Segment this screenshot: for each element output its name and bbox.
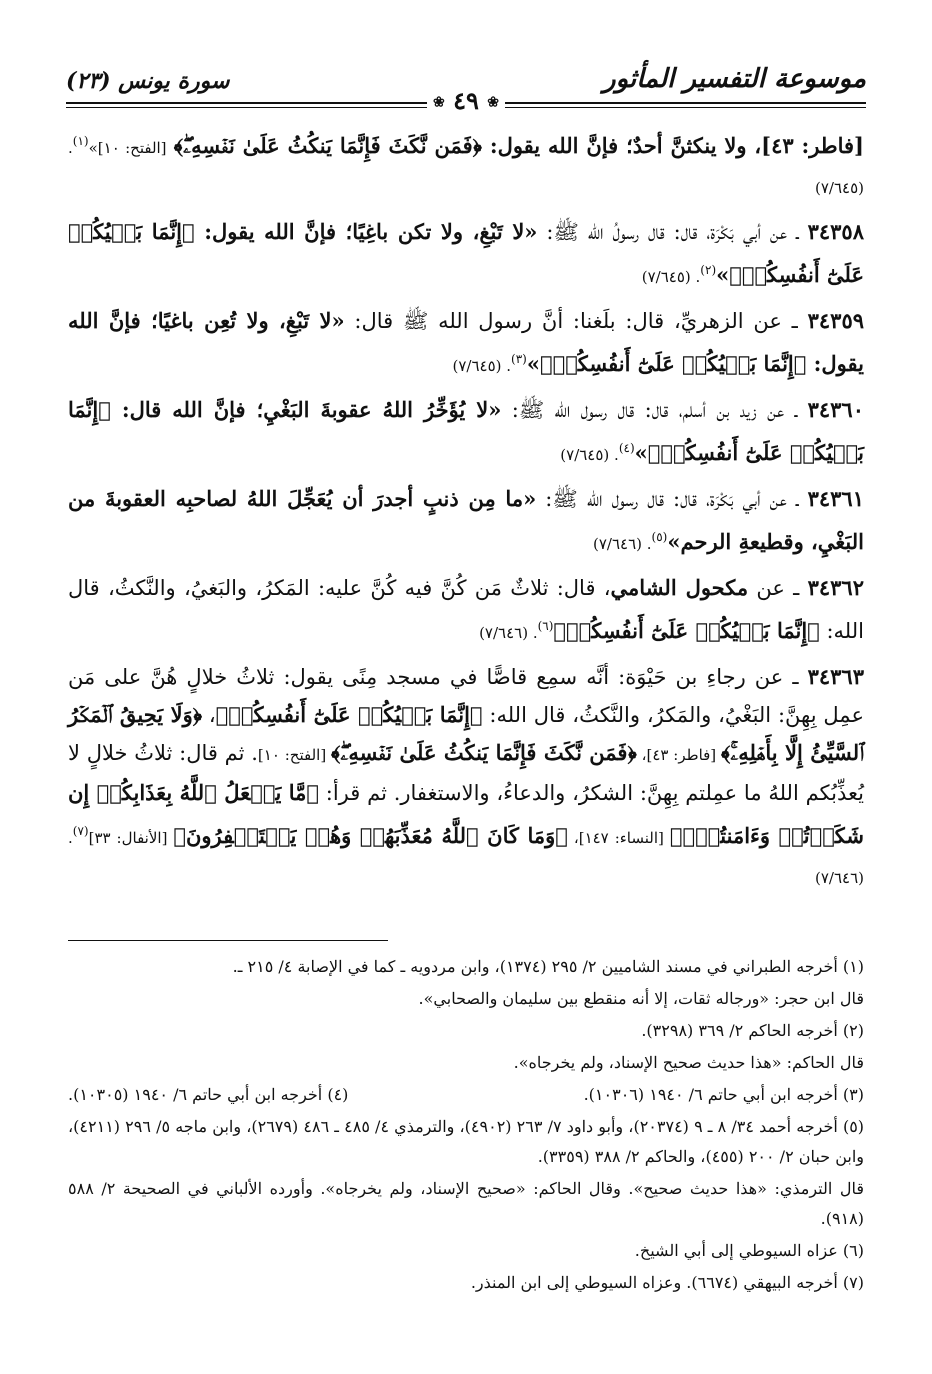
page-number: ٤٩ <box>453 86 479 115</box>
hadith-text: «لا يُؤَخِّرُ اللهُ عقوبةَ البَغْيِ؛ فإنَّ الله قال: <box>110 397 502 422</box>
footnote-marker: (٣) <box>511 352 527 366</box>
quran-verse: ﴿وَلَا يَحِيقُ ٱلۡمَكۡرُ ٱلسَّيِّئُ إِلَّا بِأَهۡلِهِۦۚ﴾ <box>68 702 865 765</box>
hadith-text: «لا تَبْغِ، ولا تُعِن باغيًا؛ فإنَّ الله يقول: <box>68 308 864 376</box>
volume-page-ref: . (٧/٦٤٦) <box>593 535 652 553</box>
narration-entry <box>68 480 864 563</box>
footnote-marker: (٦) <box>537 619 554 633</box>
narrator-name: مكحول الشامي <box>610 575 749 600</box>
footnote-divider <box>68 940 388 941</box>
volume-page-ref: . (٧/٦٤٦) <box>68 829 864 887</box>
volume-page-ref: . (٧/٦٤٦) <box>479 624 538 642</box>
main-text <box>68 122 864 897</box>
footnote-5-comment: قال الترمذي: «هذا حديث صحيح». وقال الحاكم: «صحيح الإسناد، ولم يخرجاه». وأورده الألباني في الصحيحة ٢/ ٥٨٨ (٩١٨). <box>68 1179 864 1228</box>
narration-chain: ـ عن <box>748 576 808 600</box>
narration-number: ٣٤٣٦٣ <box>807 664 864 689</box>
narration-chain: ـ عن الزهريِّ، قال: بلَغنا: أنَّ رسول الله ﷺ قال: <box>344 309 808 333</box>
quran-verse: ﴿إِنَّمَا بَغۡيُكُمۡ عَلَىٰٓ أَنفُسِكُمۖ﴾ <box>68 397 864 465</box>
footnote-marker: (٢) <box>700 263 717 277</box>
quran-verse: ﴿إِنَّمَا بَغۡيُكُمۡ عَلَىٰٓ أَنفُسِكُمۖ﴾ <box>68 219 864 287</box>
ornament-icon: ❀ <box>433 94 445 111</box>
hadith-text: «لا تَبْغِ، ولا تكن باغِيًا؛ فإنَّ الله يقول: <box>194 219 538 244</box>
footnote-2: (٢) أخرجه الحاكم ٢/ ٣٦٩ (٣٢٩٨). <box>641 1021 864 1040</box>
footnote-5: (٥) أخرجه أحمد ٣٤/ ٨ ـ ٩ (٢٠٣٧٤)، وأبو داود ٧/ ٢٦٣ (٤٩٠٢)، والترمذي ٤/ ٤٨٥ ـ ٤٨٦ (٢٦٧٩)، وابن ماجه ٥/ ٢٩٦ (٤٢١١)، وابن حبان ٢/ ٢٠٠ (٤٥٥)، والحاكم ٢/ ٣٨٨ (٣٣٥٩). <box>68 1117 865 1166</box>
narration-number: ٣٤٣٦٠ <box>807 397 864 422</box>
verse-reference: [الفتح: ١٠] <box>257 746 332 764</box>
paragraph-text: [فاطر: ٤٣]، ولا ينكثنَّ أحدٌ؛ فإنَّ الله يقول: <box>481 133 864 158</box>
verse-reference: [الفتح: ١٠]» <box>88 139 167 157</box>
narration-number: ٣٤٣٥٩ <box>807 308 865 333</box>
narration-number: ٣٤٣٦٢ <box>807 575 864 600</box>
narration-text: . ثم قال: ثلاثُ خلالٍ لا يُعذِّبُكم اللهُ ما عمِلتم بِهِنَّ: الشكرُ، والدعاءُ، والاستغفار. ثم قرأ: <box>68 741 864 805</box>
narration-entry <box>68 569 864 652</box>
quran-verse: ﴿فَمَن نَّكَثَ فَإِنَّمَا يَنكُثُ عَلَىٰ نَفۡسِهِۦۖ﴾ <box>331 740 637 765</box>
volume-page-ref: . (٧/٦٤٥) <box>560 446 619 464</box>
narration-chain: ـ عن أبي بَكْرَة، قال: قال رسول الله ﷺ: <box>536 487 808 511</box>
footnote-marker: (٧) <box>72 824 89 838</box>
volume-page-ref: . (٧/٦٤٥) <box>641 268 701 286</box>
footnote-row-3-4 <box>68 1080 864 1110</box>
narration-number: ٣٤٣٥٨ <box>807 219 864 244</box>
footnote-1-comment: قال ابن حجر: «ورجاله ثقات، إلا أنه منقطع بين سليمان والصحابي». <box>418 989 864 1008</box>
narration-entry <box>68 302 864 385</box>
narration-entry <box>68 213 864 296</box>
quran-verse: ﴿فَمَن نَّكَثَ فَإِنَّمَا يَنكُثُ عَلَىٰ نَفۡسِهِۦۖ﴾ <box>173 133 482 158</box>
page-number-box <box>427 86 505 115</box>
separator-text: ، <box>202 703 216 727</box>
quran-verse: ﴿وَمَا كَانَ ٱللَّهُ مُعَذِّبَهُمۡ وَهُمۡ يَسۡتَغۡفِرُونَ﴾ <box>173 823 568 848</box>
footnote-marker: (٤) <box>618 441 635 455</box>
footnote-6: (٦) عزاه السيوطي إلى أبي الشيخ. <box>634 1241 864 1260</box>
footnote-2-comment: قال الحاكم: «هذا حديث صحيح الإسناد، ولم يخرجاه». <box>513 1053 864 1072</box>
footnotes <box>68 952 864 1300</box>
narration-chain: ـ عن أبي بَكْرَة، قال: قال رسولُ الله ﷺ: <box>537 220 808 244</box>
footnote-4: (٤) أخرجه ابن أبي حاتم ٦/ ١٩٤٠ (١٠٣٠٥). <box>68 1085 349 1104</box>
page-header <box>66 64 866 115</box>
verse-reference: [الأنفال: ٣٣] <box>88 829 174 847</box>
footnote-1: (١) أخرجه الطبراني في مسند الشاميين ٢/ ٢٩٥ (١٣٧٤)، وابن مردويه ـ كما في الإصابة ٤/ ٢١٥ ـ. <box>232 957 864 976</box>
volume-page-ref: . (٧/٦٤٥) <box>452 357 512 375</box>
quote-close: » <box>526 351 540 376</box>
narration-text: ـ عن رجاءِ بن حَيْوَة: أنَّه سمِع قاصًّا في مسجد مِنًى يقول: ثلاثُ خلالٍ هُنَّ على مَن عمِل بِهِنَّ: البَغْيُ، والمَكرُ، والنَّكثُ، قال الله: <box>68 665 864 727</box>
volume-page-ref: . (٧/٦٤٥) <box>68 139 864 197</box>
narration-entry <box>68 658 864 897</box>
footnote-marker: (٥) <box>651 530 668 544</box>
quran-verse: ﴿إِنَّمَا بَغۡيُكُمۡ عَلَىٰٓ أَنفُسِكُمۖ﴾ <box>215 702 483 727</box>
narration-text: ، قال: ثلاثٌ مَن كُنَّ فيه كُنَّ عليه: المَكرُ، والبَغيُ، والنَّكثُ، قال الله: <box>68 576 864 643</box>
narration-number: ٣٤٣٦١ <box>807 486 864 511</box>
quote-close: » <box>634 440 648 465</box>
verse-reference: [النساء: ١٤٧]، <box>567 829 670 847</box>
quote-close: » <box>716 262 730 287</box>
footnote-7: (٧) أخرجه البيهقي (٦٦٧٤). وعزاه السيوطي إلى ابن المنذر. <box>470 1273 864 1292</box>
quran-verse: ﴿إِنَّمَا بَغۡيُكُمۡ عَلَىٰٓ أَنفُسِكُمۖ﴾ <box>553 618 820 643</box>
narration-chain: ـ عن زيد بن أسلم، قال: قال رسول الله ﷺ: <box>501 398 808 422</box>
book-title: موسوعة التفسير المأثور <box>603 64 866 94</box>
quran-verse: ﴿إِنَّمَا بَغۡيُكُمۡ عَلَىٰٓ أَنفُسِكُمۖ﴾ <box>539 351 807 376</box>
footnote-3: (٣) أخرجه ابن أبي حاتم ٦/ ١٩٤٠ (١٠٣٠٦). <box>583 1085 864 1104</box>
quran-verse: ﴿مَّا يَفۡعَلُ ٱللَّهُ بِعَذَابِكُمۡ إِن شَكَرۡتُمۡ وَءَامَنتُمۡۚ﴾ <box>68 780 864 848</box>
footnote-marker: (١) <box>72 134 89 148</box>
verse-reference: [فاطر: ٤٣]، <box>636 746 722 764</box>
hadith-text: «ما مِن ذنبٍ أجدرَ أن يُعَجِّلَ اللهُ لصاحبِه العقوبةَ من البَغْيِ، وقطيعةِ الرحم» <box>68 486 864 554</box>
ornament-icon: ❀ <box>487 94 499 111</box>
narration-entry <box>68 391 864 474</box>
continuation-paragraph <box>68 122 864 207</box>
surah-title: سورة يونس (٢٣) <box>66 68 230 94</box>
